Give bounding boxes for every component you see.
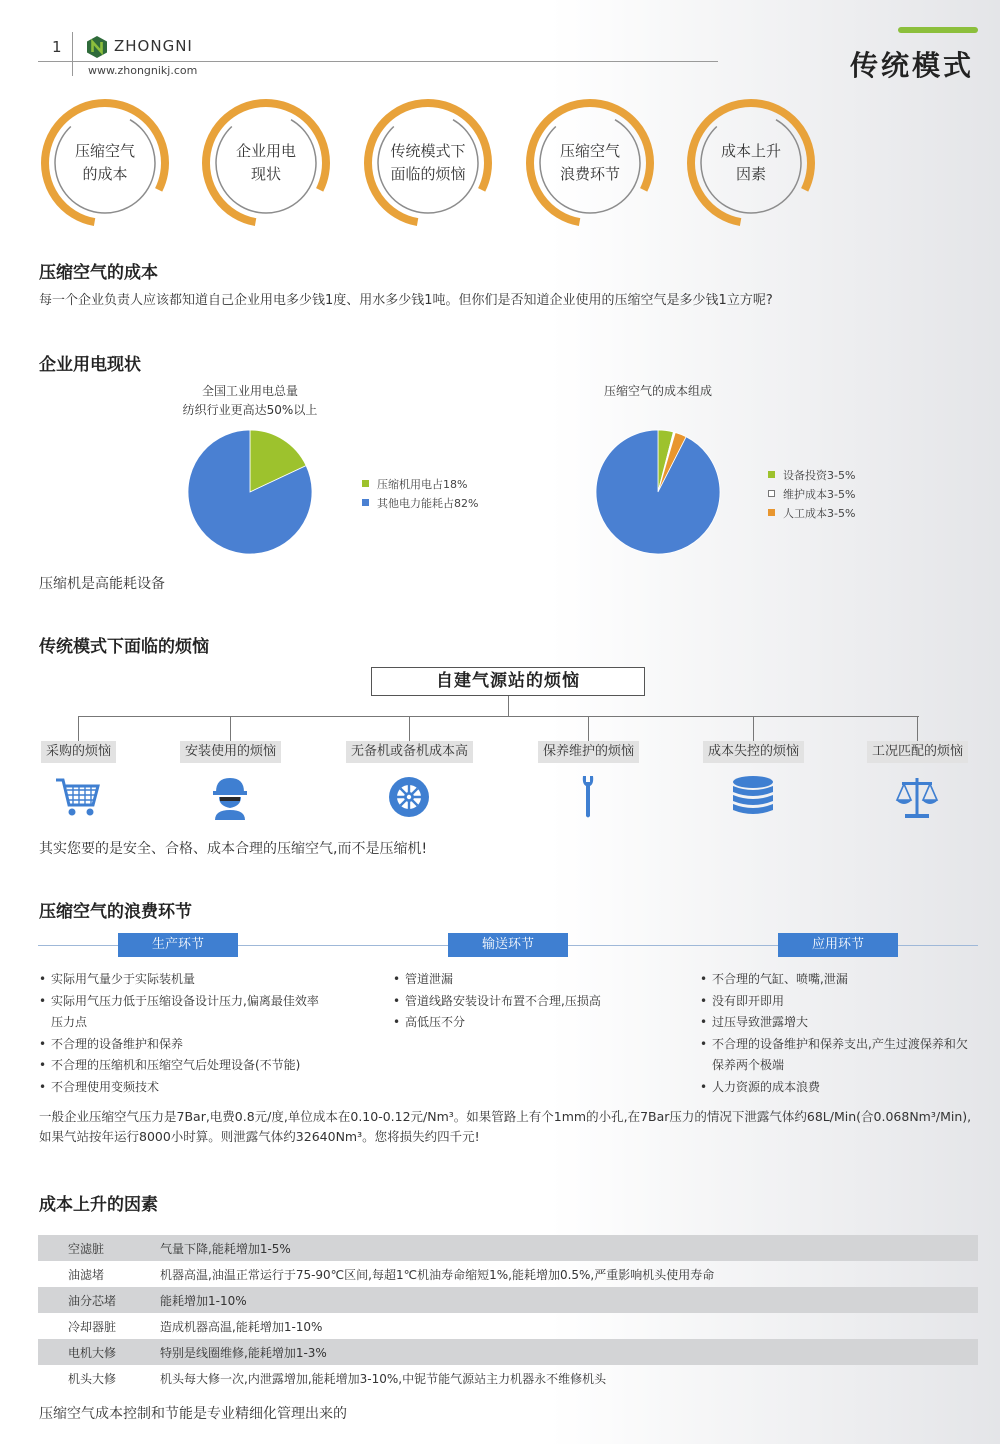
list-item: • 过压导致泄露增大 (700, 1012, 978, 1034)
table-row (38, 1235, 978, 1261)
legend-label: 压缩机用电占18% (377, 477, 468, 491)
tab-production: 生产环节 (118, 933, 238, 957)
tree-branch (78, 716, 79, 741)
section-heading-cost: 压缩空气的成本 (39, 263, 158, 283)
pie1-legend (362, 474, 478, 512)
circle-label-line1: 压缩空气 (74, 142, 135, 160)
page-number: 1 (52, 38, 62, 56)
factor-name: 油滤堵 (68, 1267, 105, 1282)
pie1-title: 全国工业用电总量 (201, 384, 298, 398)
tab-rule-mid-1 (238, 945, 450, 946)
footer-statement: 压缩空气成本控制和节能是专业精细化管理出来的 (39, 1406, 347, 1422)
factor-name: 电机大修 (68, 1345, 117, 1360)
circle-label-line1: 传统模式下 (390, 142, 466, 160)
circle-label-line2: 现状 (250, 165, 281, 183)
tree-branch (753, 716, 754, 741)
factor-effect: 造成机器高温,能耗增加1-10% (160, 1319, 323, 1334)
factor-effect: 能耗增加1-10% (160, 1293, 247, 1308)
section-heading-waste: 压缩空气的浪费环节 (39, 902, 192, 922)
coin-stack-icon (728, 772, 778, 822)
legend-entry (362, 493, 478, 512)
list-item: • 高低压不分 (393, 1012, 653, 1034)
circle-compressed-air-cost (38, 96, 172, 230)
tree-branch (917, 716, 918, 741)
pie2-legend (768, 465, 855, 522)
list-item: • 不合理使用变频技术 (39, 1077, 329, 1099)
factor-name: 空滤脏 (68, 1241, 105, 1256)
brand-name: ZHONGNI (114, 37, 193, 55)
factor-effect: 特别是线圈维修,能耗增加1-3% (160, 1345, 327, 1360)
table-row (38, 1313, 978, 1339)
list-item: • 不合理的压缩机和压缩空气后处理设备(不节能) (39, 1055, 329, 1077)
legend-swatch (768, 509, 775, 516)
wrench-icon (563, 772, 613, 822)
list-item: • 管道线路安装设计布置不合理,压损高 (393, 991, 653, 1013)
legend-label: 其他电力能耗占82% (377, 496, 479, 510)
circle-label-line1: 企业用电 (235, 142, 296, 160)
section-heading-power: 企业用电现状 (39, 355, 141, 375)
list-item: • 没有即开即用 (700, 991, 978, 1013)
table-row (38, 1287, 978, 1313)
legend-entry (768, 465, 855, 484)
waste-list-transport (393, 969, 653, 1034)
legend-swatch (362, 480, 369, 487)
factor-effect: 气量下降,能耗增加1-5% (160, 1241, 291, 1256)
list-item: • 实际用气量少于实际装机量 (39, 969, 329, 991)
table-row (38, 1339, 978, 1365)
list-item: • 人力资源的成本浪费 (700, 1077, 978, 1099)
section-heading-rise: 成本上升的因素 (39, 1195, 158, 1215)
tree-branch (230, 716, 231, 741)
legend-label: 维护成本3-5% (783, 487, 856, 501)
tree-stem (508, 696, 509, 716)
table-row (38, 1261, 978, 1287)
pie2-title: 压缩空气的成本组成 (603, 384, 712, 398)
trouble-statement: 其实您要的是安全、合格、成本合理的压缩空气,而不是压缩机! (39, 841, 428, 857)
leak-calculation-text: 一般企业压缩空气压力是7Bar,电费0.8元/度,单位成本在0.10-0.12元/Nm³。如果管路上有个1mm的小孔,在7Bar压力的情况下泄露气体约68L/Min(合0.068Nm³/Min),如果气站按年运行8000小时算。则泄露气体约32640Nm³。您将损失约四千元! (39, 1109, 972, 1144)
table-row (38, 1365, 978, 1391)
factor-name: 机头大修 (68, 1371, 117, 1386)
factor-effect: 机头每大修一次,内泄露增加,能耗增加3-10%,中铌节能气源站主力机器永不维修机头 (160, 1371, 607, 1386)
page-title: 传统模式 (850, 49, 975, 82)
pie-chart-cost (594, 428, 722, 556)
balance-scale-icon (892, 772, 942, 822)
trouble-banner: 自建气源站的烦恼 (371, 667, 645, 696)
trouble-label-condition-match: 工况匹配的烦恼 (867, 741, 968, 763)
legend-entry (768, 484, 855, 503)
header-divider (72, 32, 73, 76)
circle-traditional-trouble (361, 96, 495, 230)
header-rule (38, 61, 718, 62)
section-heading-trouble: 传统模式下面临的烦恼 (39, 637, 209, 657)
trouble-label-backup-machine: 无备机或备机成本高 (346, 741, 473, 763)
website-link[interactable]: www.zhongnikj.com (88, 64, 198, 77)
tab-rule-mid-2 (568, 945, 779, 946)
circle-label-line1: 成本上升 (720, 142, 781, 160)
tree-branch (588, 716, 589, 741)
circle-cost-rise (684, 96, 818, 230)
legend-entry (362, 474, 478, 493)
circle-label-line2: 浪费环节 (559, 165, 620, 183)
zhongni-logo-icon (86, 36, 108, 58)
tab-application: 应用环节 (778, 933, 898, 957)
tab-rule-right (898, 945, 978, 946)
tab-transport: 输送环节 (448, 933, 568, 957)
legend-entry (768, 503, 855, 522)
circle-label-line2: 面临的烦恼 (390, 165, 466, 183)
factor-name: 油分芯堵 (68, 1293, 117, 1308)
waste-list-production (39, 969, 329, 1099)
tree-bar (78, 716, 919, 717)
legend-swatch (362, 499, 369, 506)
pie-slice (596, 430, 720, 554)
trouble-label-installation: 安装使用的烦恼 (180, 741, 281, 763)
shopping-cart-icon (53, 772, 103, 822)
waste-list-application (700, 969, 978, 1099)
trouble-label-purchase: 采购的烦恼 (41, 741, 116, 763)
accent-bar (898, 27, 978, 33)
list-item: • 不合理的气缸、喷嘴,泄漏 (700, 969, 978, 991)
legend-swatch (768, 471, 775, 478)
cost-intro-text: 每一个企业负责人应该都知道自己企业用电多少钱1度、用水多少钱1吨。但你们是否知道企业使用的压缩空气是多少钱1立方呢? (39, 293, 773, 308)
tab-rule-left (38, 945, 118, 946)
list-item: • 不合理的设备维护和保养 (39, 1034, 329, 1056)
circle-label-line2: 的成本 (82, 165, 128, 183)
circle-power-status (199, 96, 333, 230)
worker-helmet-icon (205, 772, 255, 822)
circle-label-line1: 压缩空气 (559, 142, 620, 160)
pie1-subtitle: 纺织行业更高达50%以上 (182, 403, 318, 417)
list-item: • 实际用气压力低于压缩设备设计压力,偏离最佳效率压力点 (39, 991, 329, 1034)
trouble-label-maintenance: 保养维护的烦恼 (538, 741, 639, 763)
cost-factor-table (38, 1235, 978, 1391)
factor-name: 冷却器脏 (68, 1319, 117, 1334)
list-item: • 不合理的设备维护和保养支出,产生过渡保养和欠保养两个极端 (700, 1034, 978, 1077)
legend-swatch (768, 490, 775, 497)
list-item: • 管道泄漏 (393, 969, 653, 991)
power-note: 压缩机是高能耗设备 (39, 576, 165, 592)
tree-branch (409, 716, 410, 741)
gear-wheel-icon (384, 772, 434, 822)
legend-label: 人工成本3-5% (783, 506, 856, 520)
circle-label-line2: 因素 (735, 165, 766, 183)
circle-waste-stage (523, 96, 657, 230)
factor-effect: 机器高温,油温正常运行于75-90℃区间,每超1℃机油寿命缩短1%,能耗增加0.5%,严重影响机头使用寿命 (160, 1267, 715, 1282)
legend-label: 设备投资3-5% (783, 468, 856, 482)
pie-chart-power (186, 428, 314, 556)
trouble-label-cost-control: 成本失控的烦恼 (703, 741, 804, 763)
